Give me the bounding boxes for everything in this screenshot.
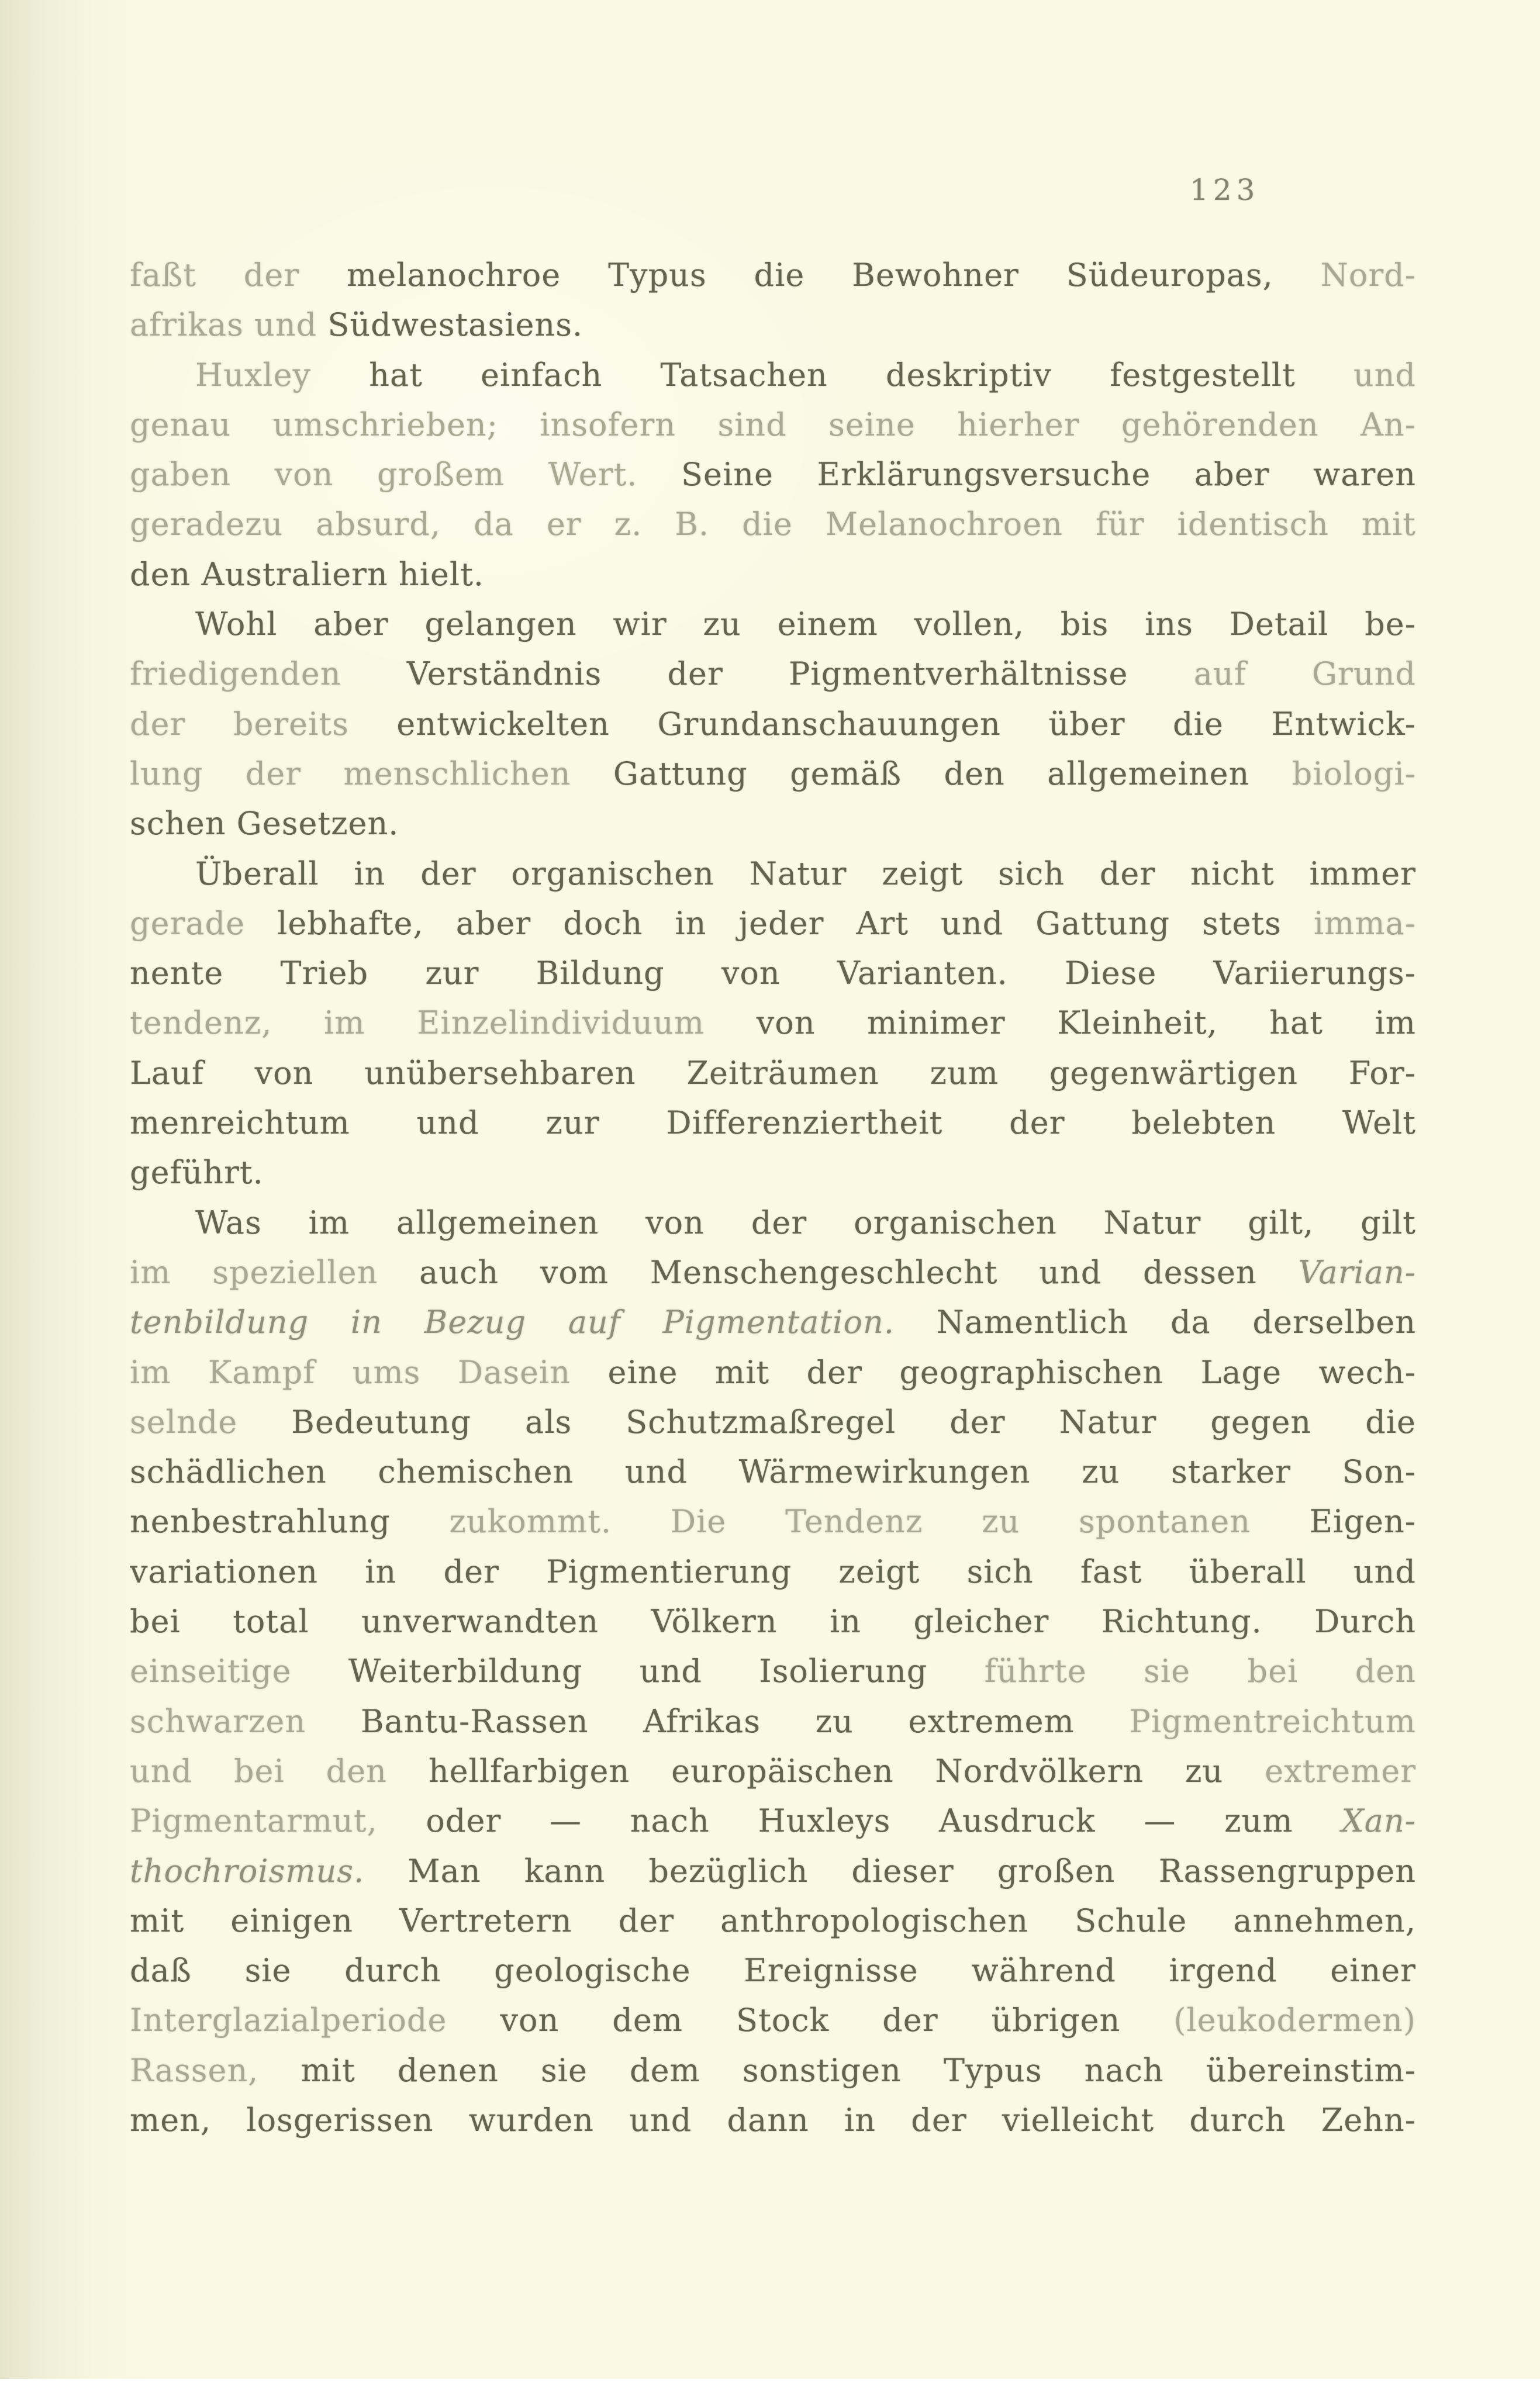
text-line <box>130 450 1416 499</box>
text-segment: und bei den <box>130 1752 429 1790</box>
text-segment: Pigmentarmut, <box>130 1802 426 1840</box>
text-segment: Eigen- <box>1309 1503 1416 1540</box>
text-segment: Südwestasiens. <box>327 306 583 344</box>
text-segment: der bereits <box>130 705 397 742</box>
text-segment: thochroismus. <box>130 1852 365 1889</box>
text-segment: und <box>1353 356 1416 393</box>
text-segment: Varian- <box>1298 1253 1416 1291</box>
text-segment: gaben von großem Wert. <box>130 456 682 493</box>
text-line <box>130 1597 1416 1646</box>
text-segment: Bedeutung als Schutzmaßregel der Natur gegen die <box>291 1403 1416 1441</box>
text-line <box>130 1547 1416 1597</box>
text-segment: geradezu absurd, da er z. B. die Melanochroen für identisch mit <box>130 506 1416 543</box>
text-line <box>130 1896 1416 1946</box>
text-segment: oder — nach Huxleys Ausdruck — zum <box>426 1802 1342 1840</box>
text-line <box>130 1447 1416 1497</box>
text-line <box>130 799 1416 848</box>
text-segment: Pigmentreichtum <box>1129 1702 1416 1740</box>
text-segment: friedigenden <box>130 655 407 693</box>
text-segment: lung der menschlichen <box>130 755 613 792</box>
text-segment: schwarzen <box>130 1702 361 1740</box>
text-segment: Bantu-Rassen Afrikas zu extremem <box>360 1702 1130 1740</box>
text-line <box>130 350 1416 400</box>
text-segment: afrikas und <box>130 306 328 344</box>
text-segment: nente Trieb zur Bildung von Varianten. Diese Variierungs- <box>130 955 1416 992</box>
text-segment: gerade <box>130 904 278 942</box>
text-line <box>130 1646 1416 1696</box>
text-line <box>130 1198 1416 1248</box>
text-segment: Was im allgemeinen von der organischen Natur gilt, gilt <box>195 1204 1416 1241</box>
text-segment: auch vom Menschengeschlecht und dessen <box>419 1253 1299 1291</box>
text-line <box>130 1995 1416 2045</box>
text-line <box>130 1297 1416 1347</box>
text-segment: Namentlich da derselben <box>894 1304 1416 1341</box>
text-line <box>130 1148 1416 1197</box>
text-line <box>130 1098 1416 1148</box>
paragraph <box>130 250 1416 350</box>
text-line <box>130 849 1416 899</box>
text-segment: einseitige <box>130 1653 348 1690</box>
text-line <box>130 1397 1416 1447</box>
text-line <box>130 250 1416 300</box>
text-segment: variationen in der Pigmentierung zeigt sich fast überall und <box>130 1553 1416 1590</box>
text-segment: Gattung gemäß den allgemeinen <box>613 755 1292 792</box>
page-number: 123 <box>1190 173 1260 207</box>
text-segment: Wohl aber gelangen wir zu einem vollen, bis ins Detail be- <box>195 606 1416 643</box>
text-line <box>130 1846 1416 1896</box>
text-segment: (leukodermen) <box>1173 2002 1416 2039</box>
text-line <box>130 1697 1416 1746</box>
text-segment: hellfarbigen europäischen Nordvölkern zu <box>428 1752 1265 1790</box>
text-segment: Überall in der organischen Natur zeigt sich der nicht immer <box>195 855 1416 892</box>
text-line <box>130 1796 1416 1846</box>
text-segment: Man kann bezüglich dieser großen Rassengruppen <box>364 1852 1416 1889</box>
text-segment: mit denen sie dem sonstigen Typus nach übereinstim- <box>301 2051 1416 2089</box>
text-segment: zukommt. Die Tendenz zu spontanen <box>449 1503 1310 1540</box>
text-segment: Weiterbildung und Isolierung <box>348 1653 985 1690</box>
text-line <box>130 749 1416 799</box>
scan-edge-strip <box>0 2379 1540 2387</box>
text-line <box>130 1746 1416 1796</box>
text-segment: geführt. <box>130 1154 264 1191</box>
text-line <box>130 948 1416 998</box>
text-segment: men, losgerissen wurden und dann in der vielleicht durch Zehn- <box>130 2101 1416 2139</box>
text-line <box>130 1497 1416 1546</box>
text-segment: führte sie bei den <box>984 1653 1416 1690</box>
text-segment: faßt der <box>130 257 347 293</box>
text-segment: daß sie durch geologische Ereignisse während irgend einer <box>130 1952 1416 1989</box>
text-segment: mit einigen Vertretern der anthropologischen Schule annehmen, <box>130 1902 1416 1939</box>
text-segment: schädlichen chemischen und Wärmewirkungen zu starker Son- <box>130 1453 1416 1491</box>
text-line <box>130 599 1416 649</box>
text-segment: biologi- <box>1292 755 1416 792</box>
text-segment: entwickelten Grundanschauungen über die Entwick- <box>396 705 1416 742</box>
paragraph <box>130 350 1416 599</box>
text-segment: bei total unverwandten Völkern in gleicher Richtung. Durch <box>130 1603 1416 1640</box>
text-segment: von dem Stock der übrigen <box>500 2002 1174 2039</box>
paragraph <box>130 599 1416 848</box>
text-segment: Interglazialperiode <box>130 2002 500 2039</box>
text-line <box>130 2046 1416 2095</box>
text-line <box>130 998 1416 1048</box>
text-line <box>130 300 1416 350</box>
text-segment: tenbildung in Bezug auf Pigmentation. <box>130 1304 895 1341</box>
text-segment: eine mit der geographischen Lage wech- <box>607 1353 1416 1391</box>
text-segment: tendenz, im Einzelindividuum <box>130 1004 757 1042</box>
text-segment: Xan- <box>1341 1802 1416 1840</box>
text-segment: selnde <box>130 1403 292 1441</box>
text-segment: im speziellen <box>130 1253 420 1291</box>
text-segment: Nord- <box>1320 257 1416 293</box>
text-line <box>130 649 1416 699</box>
text-segment: Verständnis der Pigmentverhältnisse <box>406 655 1194 693</box>
text-segment: Lauf von unübersehbaren Zeiträumen zum gegenwärtigen For- <box>130 1054 1416 1091</box>
text-line <box>130 400 1416 450</box>
text-segment: Huxley <box>195 356 370 393</box>
body-text <box>130 250 1416 2145</box>
text-line <box>130 1946 1416 1995</box>
text-segment: hat einfach Tatsachen deskriptiv festgestellt <box>369 356 1353 393</box>
text-line <box>130 1348 1416 1397</box>
text-segment: nenbestrahlung <box>130 1503 450 1540</box>
text-line <box>130 2095 1416 2145</box>
text-line <box>130 699 1416 749</box>
text-segment: von minimer Kleinheit, hat im <box>756 1004 1416 1042</box>
text-segment: Seine Erklärungsversuche aber waren <box>681 456 1416 493</box>
text-line <box>130 899 1416 948</box>
text-segment: melanochroe Typus die Bewohner Südeuropas, <box>347 257 1321 293</box>
text-segment: Rassen, <box>130 2051 301 2089</box>
text-segment: genau umschrieben; insofern sind seine hierher gehörenden An- <box>130 406 1416 443</box>
paragraph <box>130 1198 1416 2146</box>
text-segment: schen Gesetzen. <box>130 805 399 842</box>
text-line <box>130 550 1416 599</box>
paragraph <box>130 849 1416 1198</box>
text-segment: den Australiern hielt. <box>130 555 485 593</box>
text-segment: auf Grund <box>1193 655 1416 693</box>
text-segment: lebhafte, aber doch in jeder Art und Gattung stets <box>277 904 1314 942</box>
text-line <box>130 1248 1416 1297</box>
text-line <box>130 499 1416 549</box>
text-segment: extremer <box>1265 1752 1416 1790</box>
text-segment: menreichtum und zur Differenziertheit der belebten Welt <box>130 1104 1416 1142</box>
text-line <box>130 1048 1416 1098</box>
text-segment: imma- <box>1313 904 1416 942</box>
text-segment: im Kampf ums Dasein <box>130 1353 608 1391</box>
